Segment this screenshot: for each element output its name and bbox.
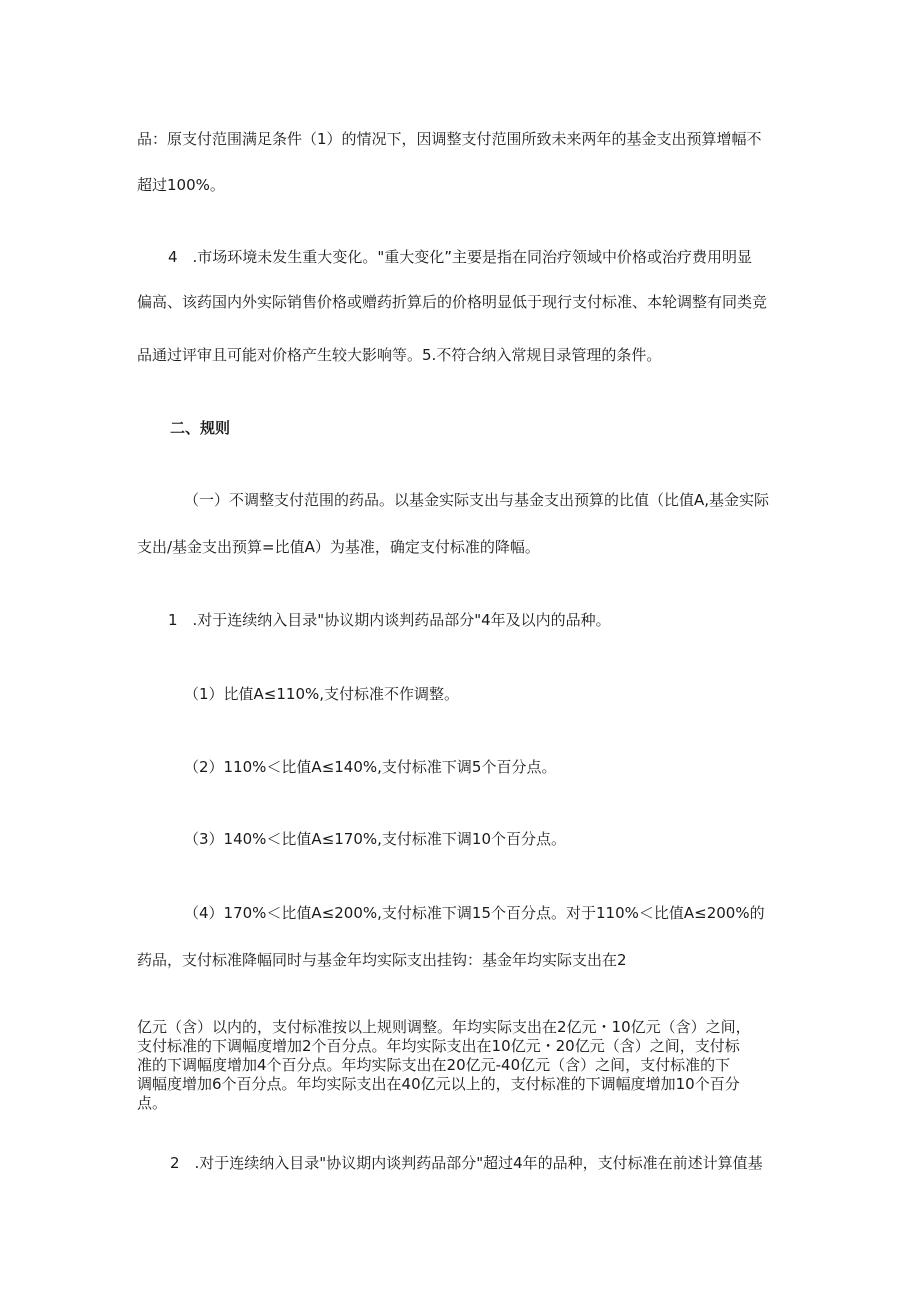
dense-paragraph <box>137 1018 751 1113</box>
paragraph-line: 亿元（含）以内的，支付标准按以上规则调整。年均实际支出在2亿元・10亿元（含）之间， <box>137 1018 751 1036</box>
list-item: 2 .对于连续纳入目录"协议期内谈判药品部分"超过4年的品种，支付标准在前述计算值基 <box>170 1154 763 1172</box>
paragraph-line: 准的下调幅度增加4个百分点。年均实际支出在20亿元-40亿元（含）之间，支付标准的下 <box>137 1056 731 1074</box>
paragraph-line: 点。 <box>137 1094 168 1112</box>
list-item: （2）110%＜比值A≤140%,支付标准下调5个百分点。 <box>184 758 557 776</box>
paragraph-line: 4 .市场环境未发生重大变化。"重大变化”主要是指在同治疗领域中价格或治疗费用明显 <box>168 248 752 266</box>
paragraph-line: 药品，支付标准降幅同时与基金年均实际支出挂钩：基金年均实际支出在2 <box>137 951 627 969</box>
paragraph-line: 支出/基金支出预算=比值A）为基准，确定支付标准的降幅。 <box>137 538 540 556</box>
section-heading: 二、规则 <box>170 419 231 437</box>
list-item: （1）比值A≤110%,支付标准不作调整。 <box>184 685 460 703</box>
paragraph-line: （一）不调整支付范围的药品。以基金实际支出与基金支出预算的比值（比值A,基金实际 <box>184 491 770 509</box>
list-item: （3）140%＜比值A≤170%,支付标准下调10个百分点。 <box>184 830 566 848</box>
paragraph-line: 超过100%。 <box>137 176 225 194</box>
paragraph-line: 品：原支付范围满足条件（1）的情况下，因调整支付范围所致未来两年的基金支出预算增幅不 <box>137 130 762 148</box>
list-item: （4）170%＜比值A≤200%,支付标准下调15个百分点。对于110%＜比值A≤200%的 <box>184 904 765 922</box>
list-item: 1 .对于连续纳入目录"协议期内谈判药品部分"4年及以内的品种。 <box>168 611 611 629</box>
paragraph-line: 支付标准的下调幅度增加2个百分点。年均实际支出在10亿元・20亿元（含）之间，支付标 <box>137 1037 740 1055</box>
paragraph-line: 品通过评审且可能对价格产生较大影响等。5.不符合纳入常规目录管理的条件。 <box>137 346 662 364</box>
paragraph-line: 偏高、该药国内外实际销售价格或赠药折算后的价格明显低于现行支付标准、本轮调整有同类竞 <box>137 293 768 311</box>
paragraph-line: 调幅度增加6个百分点。年均实际支出在40亿元以上的，支付标准的下调幅度增加10个百分 <box>137 1075 740 1093</box>
